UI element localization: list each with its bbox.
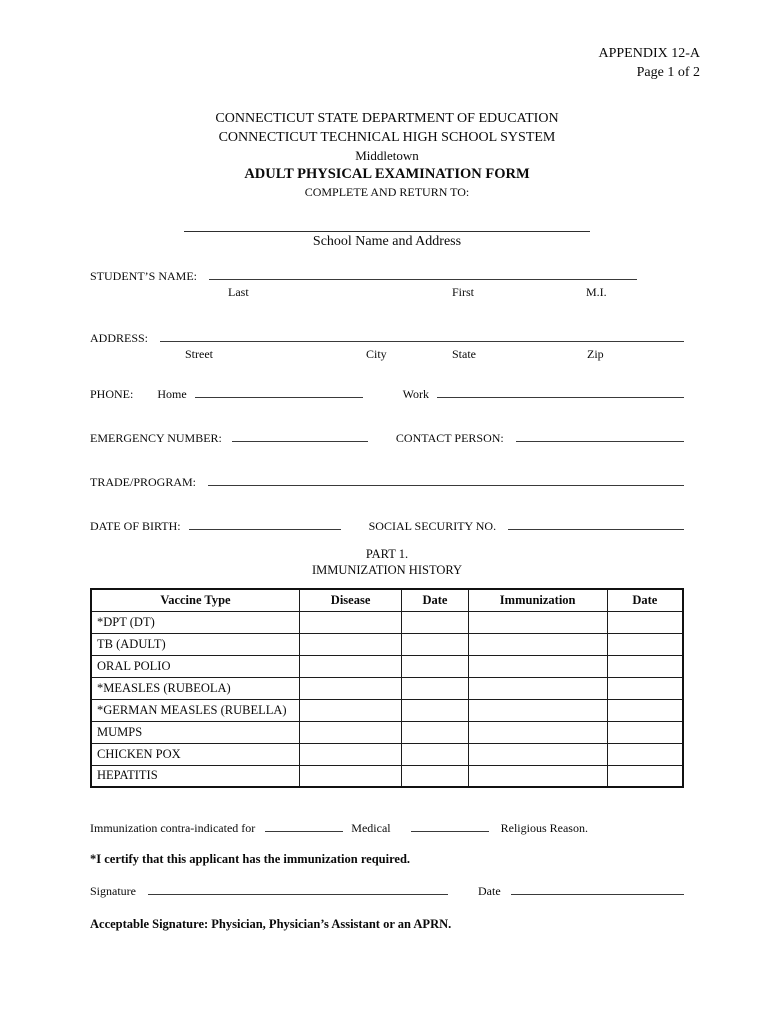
sublabel-state: State — [452, 347, 476, 361]
empty-cell[interactable] — [402, 721, 468, 743]
student-name-input-line[interactable] — [209, 268, 637, 280]
trade-program-label: TRADE/PROGRAM: — [90, 475, 197, 489]
table-row — [91, 765, 683, 787]
table-header-row — [91, 589, 683, 611]
trade-program-row — [90, 474, 684, 490]
empty-cell[interactable] — [607, 655, 683, 677]
school-name-caption: School Name and Address — [312, 234, 462, 249]
empty-cell[interactable] — [607, 677, 683, 699]
page-header — [599, 44, 701, 82]
phone-home-input-line[interactable] — [195, 386, 363, 398]
form-title: ADULT PHYSICAL EXAMINATION FORM — [244, 166, 530, 182]
empty-cell[interactable] — [468, 611, 607, 633]
page-number: Page 1 of 2 — [636, 65, 700, 80]
date-of-birth-input-line[interactable] — [189, 518, 341, 530]
address-row — [90, 330, 684, 346]
trade-program-input-line[interactable] — [208, 474, 684, 486]
date-input-line[interactable] — [511, 883, 684, 895]
acceptable-signature-note: Acceptable Signature: Physician, Physician’s Assistant or an APRN. — [90, 917, 452, 931]
empty-cell[interactable] — [468, 699, 607, 721]
sublabel-city: City — [366, 347, 387, 361]
title-block — [90, 0, 684, 201]
col-header-disease: Disease — [299, 589, 401, 611]
return-to-input-line[interactable] — [184, 231, 590, 232]
table-row — [91, 743, 683, 765]
emergency-number-input-line[interactable] — [232, 430, 368, 442]
contra-indicated-row — [90, 820, 684, 836]
empty-cell[interactable] — [607, 633, 683, 655]
table-row — [91, 721, 683, 743]
empty-cell[interactable] — [299, 633, 401, 655]
part1-heading — [90, 546, 684, 578]
appendix-label: APPENDIX 12-A — [598, 46, 700, 61]
phone-home-label: Home — [157, 387, 187, 401]
empty-cell[interactable] — [468, 743, 607, 765]
student-name-row — [90, 268, 684, 284]
signature-label: Signature — [90, 884, 136, 898]
medical-label: Medical — [351, 821, 391, 835]
empty-cell[interactable] — [468, 633, 607, 655]
contact-person-input-line[interactable] — [516, 430, 684, 442]
empty-cell[interactable] — [402, 699, 468, 721]
religious-reason-label: Religious Reason. — [500, 821, 588, 835]
sublabel-zip: Zip — [587, 347, 604, 361]
return-instruction: COMPLETE AND RETURN TO: — [304, 185, 470, 199]
student-name-sublabels — [90, 284, 684, 302]
vaccine-name-cell: CHICKEN POX — [91, 743, 299, 765]
empty-cell[interactable] — [402, 611, 468, 633]
col-header-immunization: Immunization — [468, 589, 607, 611]
vaccine-name-cell: ORAL POLIO — [91, 655, 299, 677]
date-of-birth-label: DATE OF BIRTH: — [90, 519, 181, 533]
empty-cell[interactable] — [607, 721, 683, 743]
empty-cell[interactable] — [299, 677, 401, 699]
address-label: ADDRESS: — [90, 331, 149, 345]
empty-cell[interactable] — [468, 655, 607, 677]
medical-input-line[interactable] — [265, 820, 343, 832]
empty-cell[interactable] — [299, 743, 401, 765]
sublabel-street: Street — [185, 347, 213, 361]
address-sublabels — [90, 346, 684, 364]
date-label: Date — [478, 884, 501, 898]
religious-input-line[interactable] — [411, 820, 489, 832]
table-row — [91, 677, 683, 699]
address-input-line[interactable] — [160, 330, 684, 342]
empty-cell[interactable] — [299, 611, 401, 633]
sublabel-first: First — [452, 285, 475, 299]
city-name: Middletown — [355, 148, 419, 163]
sublabel-mi: M.I. — [586, 285, 607, 299]
empty-cell[interactable] — [402, 765, 468, 787]
emergency-row — [90, 430, 684, 446]
student-name-label: STUDENT’S NAME: — [90, 269, 197, 283]
phone-row — [90, 386, 684, 402]
col-header-date2: Date — [607, 589, 683, 611]
department-title: CONNECTICUT STATE DEPARTMENT OF EDUCATION — [215, 111, 559, 126]
empty-cell[interactable] — [468, 721, 607, 743]
empty-cell[interactable] — [299, 699, 401, 721]
contact-person-label: CONTACT PERSON: — [395, 431, 504, 445]
empty-cell[interactable] — [607, 765, 683, 787]
contra-indicated-label: Immunization contra-indicated for — [90, 821, 256, 835]
phone-work-input-line[interactable] — [437, 386, 684, 398]
sublabel-last: Last — [228, 285, 249, 299]
vaccine-name-cell: MUMPS — [91, 721, 299, 743]
empty-cell[interactable] — [468, 765, 607, 787]
emergency-number-label: EMERGENCY NUMBER: — [90, 431, 222, 445]
part1-subtitle: IMMUNIZATION HISTORY — [311, 563, 463, 577]
empty-cell[interactable] — [402, 743, 468, 765]
ssn-label: SOCIAL SECURITY NO. — [368, 519, 497, 533]
immunization-history-table — [90, 588, 684, 788]
empty-cell[interactable] — [299, 655, 401, 677]
empty-cell[interactable] — [402, 677, 468, 699]
vaccine-name-cell: HEPATITIS — [91, 765, 299, 787]
part1-title: PART 1. — [365, 547, 409, 561]
empty-cell[interactable] — [607, 699, 683, 721]
empty-cell[interactable] — [299, 765, 401, 787]
dob-row — [90, 518, 684, 534]
table-row — [91, 655, 683, 677]
table-row — [91, 633, 683, 655]
empty-cell[interactable] — [468, 677, 607, 699]
empty-cell[interactable] — [607, 611, 683, 633]
vaccine-name-cell: *GERMAN MEASLES (RUBELLA) — [91, 699, 299, 721]
vaccine-name-cell: *DPT (DT) — [91, 611, 299, 633]
empty-cell[interactable] — [299, 721, 401, 743]
col-header-date: Date — [402, 589, 468, 611]
certify-statement: *I certify that this applicant has the immunization required. — [90, 852, 411, 866]
empty-cell[interactable] — [402, 655, 468, 677]
col-header-vaccine-type: Vaccine Type — [91, 589, 299, 611]
table-row — [91, 699, 683, 721]
vaccine-name-cell: TB (ADULT) — [91, 633, 299, 655]
vaccine-name-cell: *MEASLES (RUBEOLA) — [91, 677, 299, 699]
signature-row — [90, 883, 684, 899]
table-row — [91, 611, 683, 633]
empty-cell[interactable] — [607, 743, 683, 765]
ssn-input-line[interactable] — [508, 518, 684, 530]
phone-work-label: Work — [402, 387, 430, 401]
signature-input-line[interactable] — [148, 883, 448, 895]
phone-label: PHONE: — [90, 387, 134, 401]
system-title: CONNECTICUT TECHNICAL HIGH SCHOOL SYSTEM — [218, 129, 556, 145]
empty-cell[interactable] — [402, 633, 468, 655]
